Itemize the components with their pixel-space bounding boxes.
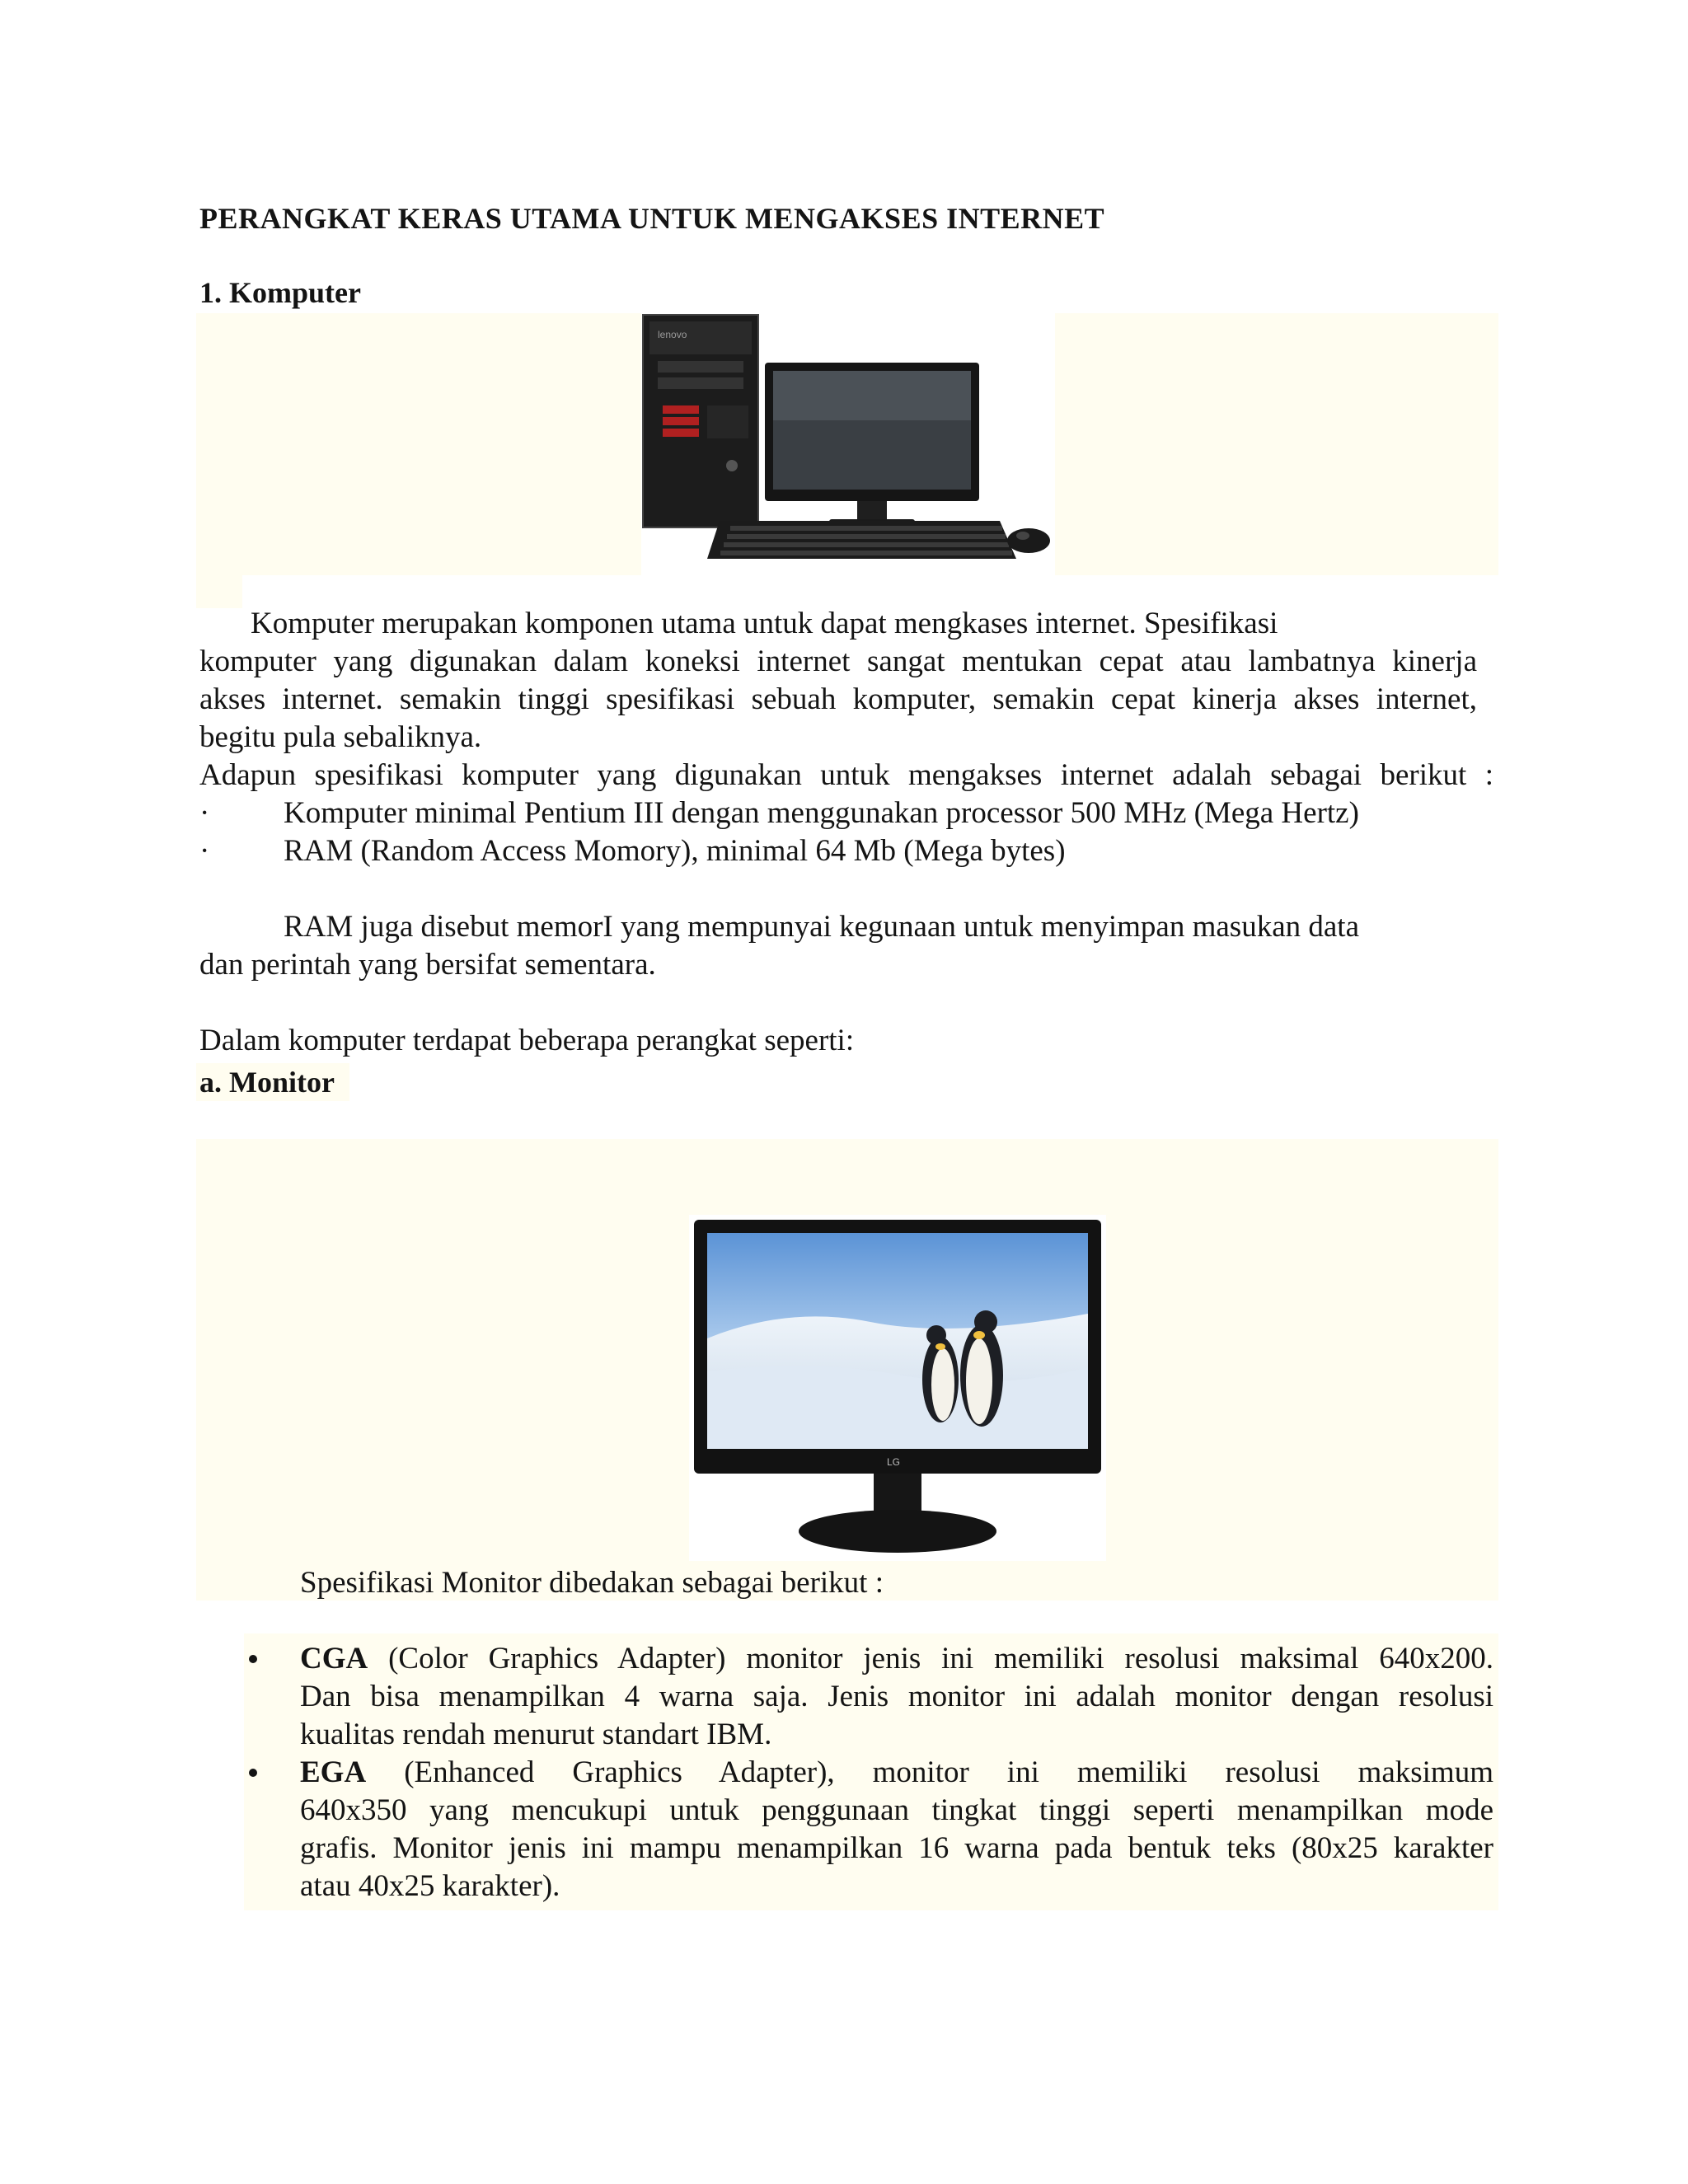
section-heading-komputer: 1. Komputer bbox=[199, 276, 361, 309]
document-title: PERANGKAT KERAS UTAMA UNTUK MENGAKSES INTERNET bbox=[199, 202, 1105, 235]
komputer-paragraph-line-3: akses internet. semakin tinggi spesifikasi sebuah komputer, semakin cepat kinerja akses internet, bbox=[199, 682, 1477, 716]
monitor-type-cga-line-1 bbox=[300, 1640, 1493, 1678]
subsection-heading-monitor: a. Monitor bbox=[199, 1066, 335, 1099]
spec-item-ram: RAM (Random Access Momory), minimal 64 Mb (Mega bytes) bbox=[284, 834, 1066, 868]
monitor-spec-intro: Spesifikasi Monitor dibedakan sebagai berikut : bbox=[300, 1566, 884, 1600]
desktop-computer-illustration bbox=[641, 313, 1055, 575]
highlight-band-fragment bbox=[196, 575, 242, 608]
monitor-type-description: (Enhanced Graphics Adapter), monitor ini memiliki resolusi maksimum bbox=[404, 1755, 1493, 1789]
monitor-type-term: EGA bbox=[300, 1755, 367, 1789]
komputer-paragraph-line-1: Komputer merupakan komponen utama untuk dapat mengkases internet. Spesifikasi bbox=[251, 607, 1278, 640]
lcd-monitor-illustration bbox=[689, 1215, 1106, 1561]
devices-intro: Dalam komputer terdapat beberapa perangkat seperti: bbox=[199, 1024, 855, 1057]
spec-intro: Adapun spesifikasi komputer yang digunakan untuk mengakses internet adalah sebagai berikut : bbox=[199, 758, 1493, 792]
komputer-paragraph-line-2: komputer yang digunakan dalam koneksi internet sangat mentukan cepat atau lambatnya kinerja bbox=[199, 644, 1477, 678]
spec-item-marker: · bbox=[199, 834, 210, 868]
monitor-type-ega-line-2: 640x350 yang mencukupi untuk penggunaan tingkat tinggi seperti menampilkan mode bbox=[300, 1793, 1493, 1827]
desktop-computer-image bbox=[641, 313, 1055, 575]
lg-logo: LG bbox=[887, 1456, 901, 1468]
monitor-type-description: (Color Graphics Adapter) monitor jenis ini memiliki resolusi maksimal 640x200. bbox=[388, 1642, 1493, 1675]
spec-item-marker: · bbox=[199, 796, 210, 830]
komputer-paragraph-line-4: begitu pula sebaliknya. bbox=[199, 720, 482, 754]
monitor-type-cga-line-3: kualitas rendah menurut standart IBM. bbox=[300, 1718, 772, 1751]
monitor-type-ega-line-3: grafis. Monitor jenis ini mampu menampilkan 16 warna pada bentuk teks (80x25 karakter bbox=[300, 1831, 1493, 1865]
spec-item-processor: Komputer minimal Pentium III dengan menggunakan processor 500 MHz (Mega Hertz) bbox=[284, 796, 1359, 830]
monitor-type-cga-line-2: Dan bisa menampilkan 4 warna saja. Jenis monitor ini adalah monitor dengan resolusi bbox=[300, 1680, 1493, 1713]
monitor-type-term: CGA bbox=[300, 1642, 368, 1675]
monitor-type-ega-line-4: atau 40x25 karakter). bbox=[300, 1869, 560, 1903]
lenovo-logo: lenovo bbox=[658, 329, 687, 340]
lcd-monitor-image bbox=[689, 1215, 1106, 1561]
ram-paragraph-line-1: RAM juga disebut memorI yang mempunyai kegunaan untuk menyimpan masukan data bbox=[284, 910, 1359, 944]
monitor-type-ega-line-1 bbox=[300, 1754, 1493, 1792]
ram-paragraph-line-2: dan perintah yang bersifat sementara. bbox=[199, 948, 656, 982]
